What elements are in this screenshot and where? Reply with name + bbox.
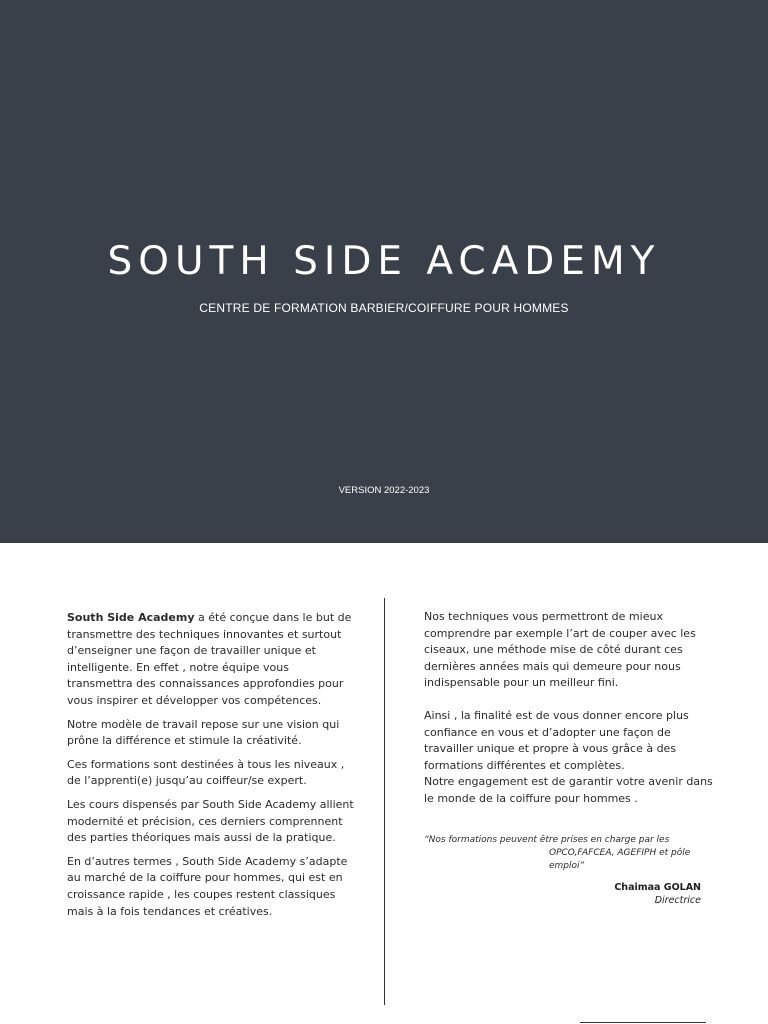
right-column <box>424 609 714 808</box>
bottom-rule <box>580 1022 706 1023</box>
signature-last-name: GOLAN <box>663 882 701 893</box>
column-divider <box>384 598 385 1005</box>
left-column <box>67 610 357 927</box>
paragraph-levels: Ces formations sont destinées à tous les niveaux , de l’apprenti(e) jusqu’au coiffeur/se expert. <box>67 757 345 788</box>
cover-subtitle: CENTRE DE FORMATION BARBIER/COIFFURE POUR HOMMES <box>199 301 569 315</box>
quote-line-1: “Nos formations peuvent être prises en charge par les <box>424 835 670 845</box>
cover-title: SOUTH SIDE ACADEMY <box>107 239 661 284</box>
intro-bold: South Side Academy <box>67 611 195 624</box>
paragraph-commitment: Notre engagement est de garantir votre avenir dans le monde de la coiffure pour hommes . <box>424 775 713 805</box>
paragraph-market: En d’autres termes , South Side Academy s’adapte au marché de la coiffure pour hommes, qui est en croissance rapide , les coupes restent classiques mais à la fois tendances et créatives. <box>67 854 348 918</box>
paragraph-techniques: Nos techniques vous permettront de mieux comprendre par exemple l’art de couper avec les ciseaux, une méthode mise de côté durant ces dernières années mais qui demeure pour nous indispensable pour un meilleur fini. <box>424 610 696 690</box>
signature-name <box>560 881 701 894</box>
intro-text: a été conçue dans le but de transmettre des techniques innovantes et surtout d’enseigner une façon de travailler unique et intelligente. En effet , notre équipe vous transmettra des connaissances approfondies pour vous inspirer et développer vos compétences. <box>67 611 352 707</box>
funding-quote <box>424 834 714 873</box>
signature-role: Directrice <box>654 895 701 906</box>
version-label: VERSION 2022-2023 <box>338 485 430 496</box>
paragraph-model: Notre modèle de travail repose sur une vision qui prône la différence et stimule la créativité. <box>67 717 340 748</box>
signature-block <box>560 881 701 907</box>
paragraph-courses: Les cours dispensés par South Side Academy allient modernité et précision, ces derniers comprennent des parties théoriques mais aussi de la pratique. <box>67 797 354 845</box>
paragraph-confidence: Ainsi , la finalité est de vous donner encore plus confiance en vous et d’adopter une façon de travailler unique et propre à vous grâce à des formations différentes et complètes. <box>424 708 689 772</box>
quote-line-2: OPCO,FAFCEA, AGEFIPH et pôle emploi” <box>549 848 691 871</box>
intro-paragraph <box>67 610 357 710</box>
signature-first-name: Chaimaa <box>614 882 661 893</box>
